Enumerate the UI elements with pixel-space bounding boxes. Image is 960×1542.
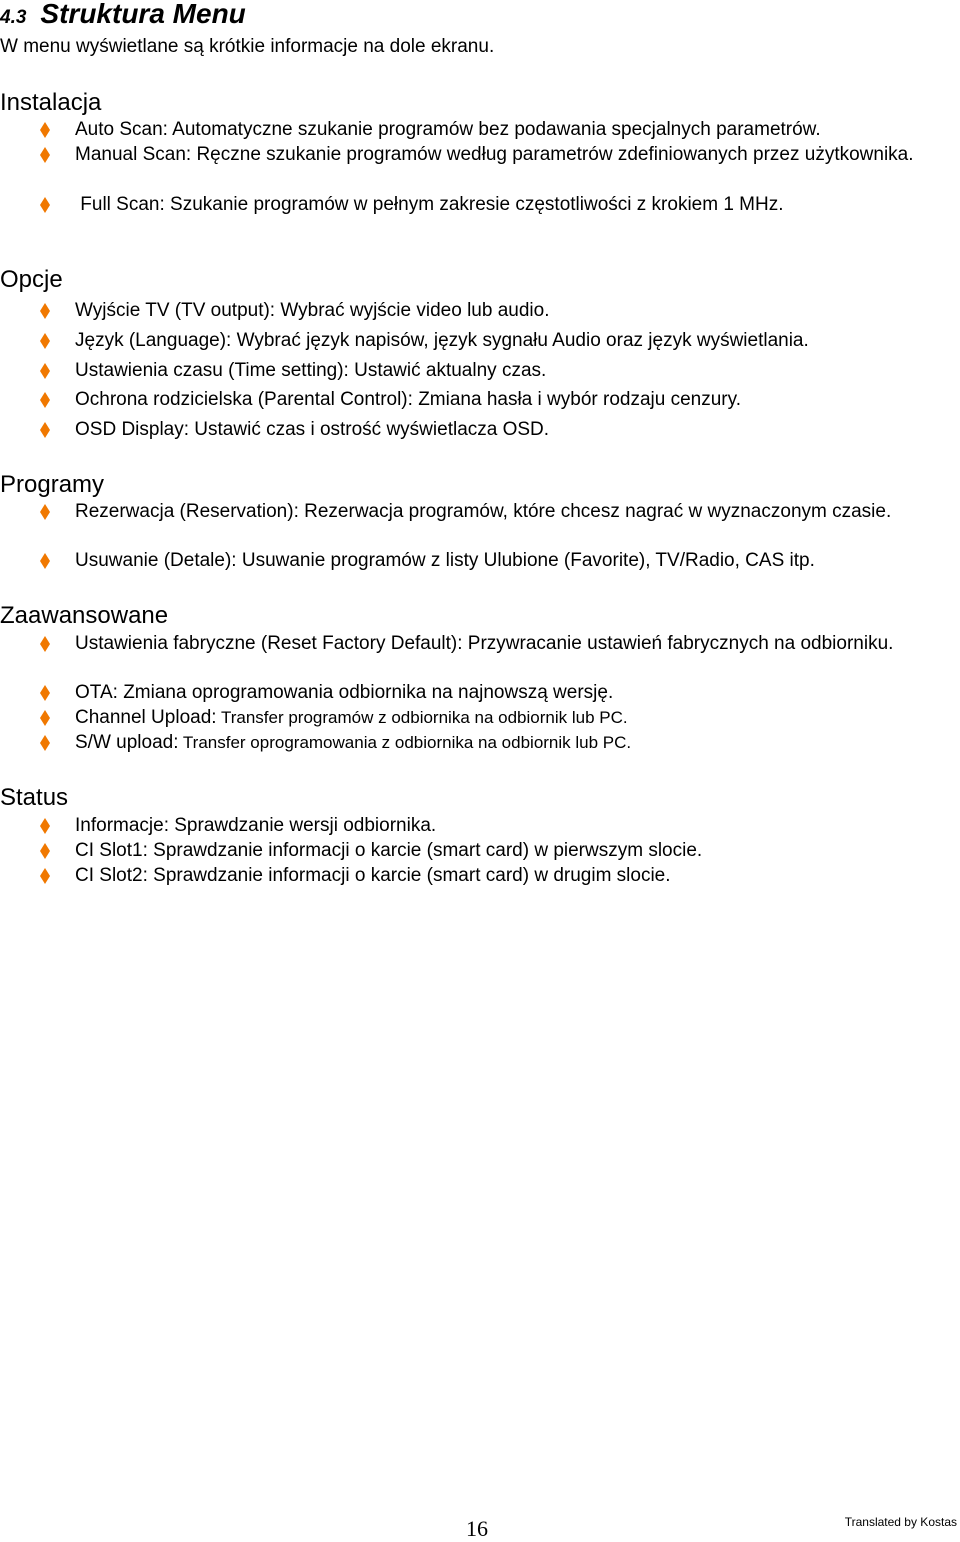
list-item-text: Ustawienia fabryczne (Reset Factory Default): Przywracanie ustawień fabrycznych na odbiorniku. [75,633,894,654]
list-item-text: Rezerwacja (Reservation): Rezerwacja programów, które chcesz nagrać w wyznaczonym czasie. [75,501,892,522]
section-title-opcje: Opcje [0,266,63,293]
list-item-text: OSD Display: Ustawić czas i ostrość wyświetlacza OSD. [75,419,550,440]
page-title: Struktura Menu [40,0,246,29]
diamond-icon [40,303,50,319]
diamond-icon [40,147,50,163]
diamond-icon [40,636,50,652]
list-item-text: Usuwanie (Detale): Usuwanie programów z listy Ulubione (Favorite), TV/Radio, CAS itp. [75,550,815,571]
list-item-text: OTA: Zmiana oprogramowania odbiornika na najnowszą wersję. [75,682,614,703]
list-item-text: CI Slot2: Sprawdzanie informacji o karcie (smart card) w drugim slocie. [75,865,671,886]
section-title-zaawansowane: Zaawansowane [0,602,169,629]
list-item-text: Full Scan: Szukanie programów w pełnym zakresie częstotliwości z krokiem 1 MHz. [75,194,784,215]
diamond-icon [40,818,50,834]
list-item-text: Wyjście TV (TV output): Wybrać wyjście video lub audio. [75,300,550,321]
diamond-icon [40,868,50,884]
diamond-icon [40,422,50,438]
diamond-icon [40,843,50,859]
intro-text: W menu wyświetlane są krótkie informacje na dole ekranu. [0,36,495,57]
list-item-text: Informacje: Sprawdzanie wersji odbiornika. [75,815,437,836]
translator-credit: Translated by Kostas [844,1515,957,1529]
page-number: 16 [466,1516,488,1541]
list-item-text [75,731,935,755]
list-item-text: Manual Scan: Ręczne szukanie programów według parametrów zdefiniowanych przez użytkownika. [75,144,914,165]
section-title-programy: Programy [0,471,105,498]
diamond-icon [40,710,50,726]
list-item-text: Język (Language): Wybrać język napisów, język sygnału Audio oraz język wyświetlania. [75,330,809,351]
diamond-icon [40,392,50,408]
diamond-icon [40,333,50,349]
list-item-text: CI Slot1: Sprawdzanie informacji o karcie (smart card) w pierwszym slocie. [75,840,703,861]
item-description: Transfer programów z odbiornika na odbiornik lub PC. [216,708,628,727]
item-description: Transfer oprogramowania z odbiornika na odbiornik lub PC. [178,733,632,752]
diamond-icon [40,685,50,701]
list-item-text [75,706,935,730]
diamond-icon [40,504,50,520]
diamond-icon [40,363,50,379]
section-title-instalacja: Instalacja [0,89,102,116]
diamond-icon [40,553,50,569]
diamond-icon [40,122,50,138]
list-item-text: Ustawienia czasu (Time setting): Ustawić aktualny czas. [75,360,547,381]
item-label: Channel Upload: [75,707,217,728]
list-item-text: Ochrona rodzicielska (Parental Control): Zmiana hasła i wybór rodzaju cenzury. [75,389,741,410]
section-heading [0,0,246,28]
diamond-icon [40,197,50,213]
list-item-text: Auto Scan: Automatyczne szukanie programów bez podawania specjalnych parametrów. [75,119,821,140]
section-number: 4.3 [0,7,27,28]
item-label: S/W upload: [75,732,179,753]
section-title-status: Status [0,784,69,811]
diamond-icon [40,735,50,751]
